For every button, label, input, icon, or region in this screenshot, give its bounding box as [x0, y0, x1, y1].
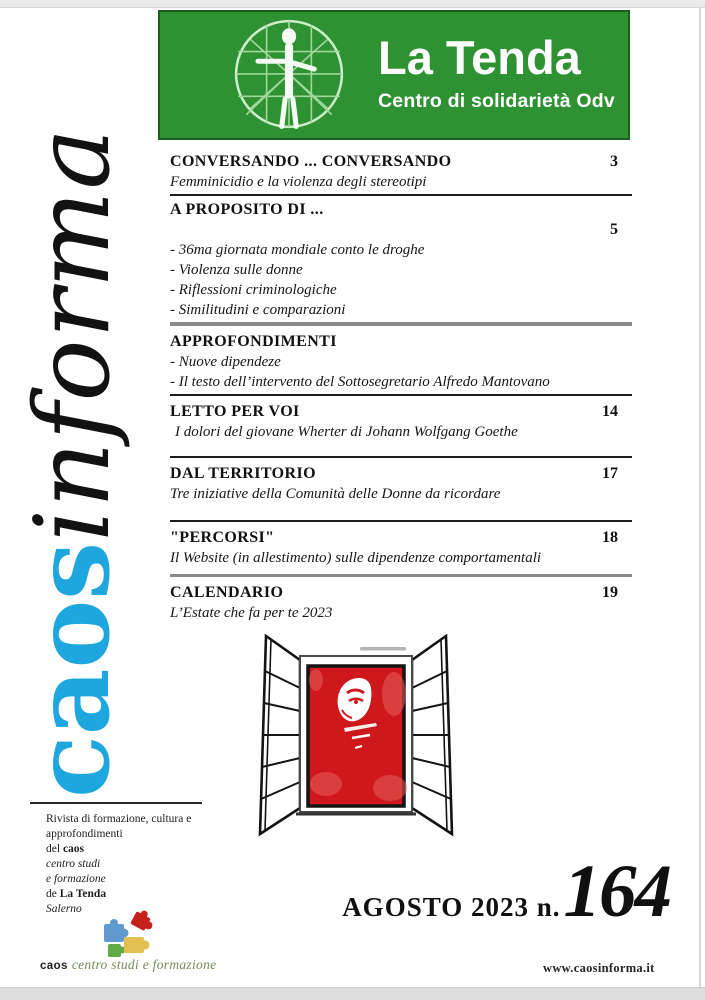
toc-section-header [170, 583, 632, 603]
publisher-line: approfondimenti [46, 828, 123, 840]
toc-section [170, 152, 632, 196]
toc-page-number: 18 [602, 528, 618, 546]
toc-page-number: 5 [610, 221, 618, 238]
toc-section [170, 583, 632, 623]
section-rule [170, 194, 632, 196]
toc-page-number: 14 [602, 402, 618, 420]
banner-subtitle: Centro di solidarietà Odv [378, 90, 615, 112]
toc [170, 152, 632, 629]
publisher-line: de La Tenda [46, 888, 107, 900]
issue-block [330, 850, 670, 933]
toc-section-header [170, 528, 632, 548]
toc-item: - Il testo dell’intervento del Sottosegretario Alfredo Mantovano [170, 373, 550, 390]
toc-item: Il Website (in allestimento) sulle dipendenze comportamentali [170, 549, 542, 566]
watermark-mark [360, 647, 406, 651]
divider-line [30, 802, 202, 804]
section-rule [170, 322, 632, 326]
toc-section-title: CALENDARIO [170, 584, 284, 601]
toc-section [170, 528, 632, 578]
toc-item: Tre iniziative della Comunità delle Donne da ricordare [170, 485, 501, 502]
toc-section-header [170, 464, 632, 484]
toc-section-header [170, 152, 632, 172]
masthead-vertical-title [0, 127, 152, 802]
brand-script: centro studi e formazione [71, 957, 217, 972]
toc-item: - Riflessioni criminologiche [170, 282, 337, 298]
la-tenda-banner [158, 10, 630, 140]
toc-section [170, 402, 632, 458]
toc-items [170, 548, 632, 568]
open-window-red-face-painting [256, 622, 456, 847]
toc-section [170, 200, 632, 326]
issue-number: 164 [563, 850, 670, 933]
toc-item: - Nuove dipendeze [170, 353, 281, 370]
toc-section-title: DAL TERRITORIO [170, 464, 316, 482]
toc-item: - 36ma giornata mondiale conto le droghe [170, 242, 425, 258]
toc-section-title: "PERCORSI" [170, 528, 275, 546]
toc-section [170, 332, 632, 396]
toc-item: - Violenza sulle donne [170, 262, 303, 278]
toc-item: L’Estate che fa per te 2023 [170, 605, 333, 621]
section-rule [170, 394, 632, 396]
toc-section-header [170, 332, 632, 352]
toc-section-title: CONVERSANDO ... CONVERSANDO [170, 153, 452, 170]
toc-section-title: LETTO PER VOI [170, 402, 300, 420]
toc-items [170, 484, 632, 504]
vitruvian-man-icon [228, 15, 350, 137]
section-rule [170, 520, 632, 522]
toc-section-header [170, 402, 632, 422]
scan-edge-top [0, 0, 705, 8]
toc-item: - Similitudini e comparazioni [170, 302, 346, 318]
issue-label: AGOSTO 2023 n. [342, 892, 561, 922]
publisher-line: centro studi [46, 858, 101, 870]
scan-edge-bottom [0, 987, 705, 1000]
toc-page-number: 3 [610, 153, 618, 170]
publisher-line: Rivista di formazione, cultura e [46, 813, 192, 825]
publisher-lines [46, 812, 236, 917]
toc-item: Femminicidio e la violenza degli stereotipi [170, 174, 427, 190]
toc-items [170, 422, 632, 442]
puzzle-pieces-icon [96, 910, 160, 962]
toc-section-header [170, 200, 632, 240]
toc-items [170, 352, 632, 392]
toc-items [170, 172, 632, 192]
masthead-word-caos: caos [12, 541, 133, 798]
section-rule [170, 574, 632, 578]
toc-item: I dolori del giovane Wherter di Johann Wolfgang Goethe [175, 423, 518, 440]
toc-page-number: 17 [602, 464, 618, 482]
toc-items [170, 603, 632, 623]
masthead-word-informa: informa [13, 127, 133, 542]
publisher-line: del caos [46, 843, 85, 855]
brand-line [40, 956, 216, 974]
brand-caos: caos [40, 960, 68, 972]
toc-section-title: A PROPOSITO DI ... [170, 201, 324, 218]
website-url: www.caosinforma.it [543, 961, 655, 975]
publisher-line: Salerno [46, 903, 82, 915]
scan-edge-right [699, 7, 701, 987]
section-rule [170, 456, 632, 458]
toc-section [170, 464, 632, 522]
toc-page-number: 19 [602, 584, 618, 601]
publisher-block [46, 812, 236, 917]
publisher-line: e formazione [46, 873, 106, 885]
banner-title: La Tenda [378, 31, 581, 84]
toc-items [170, 240, 632, 320]
toc-section-title: APPROFONDIMENTI [170, 332, 337, 350]
